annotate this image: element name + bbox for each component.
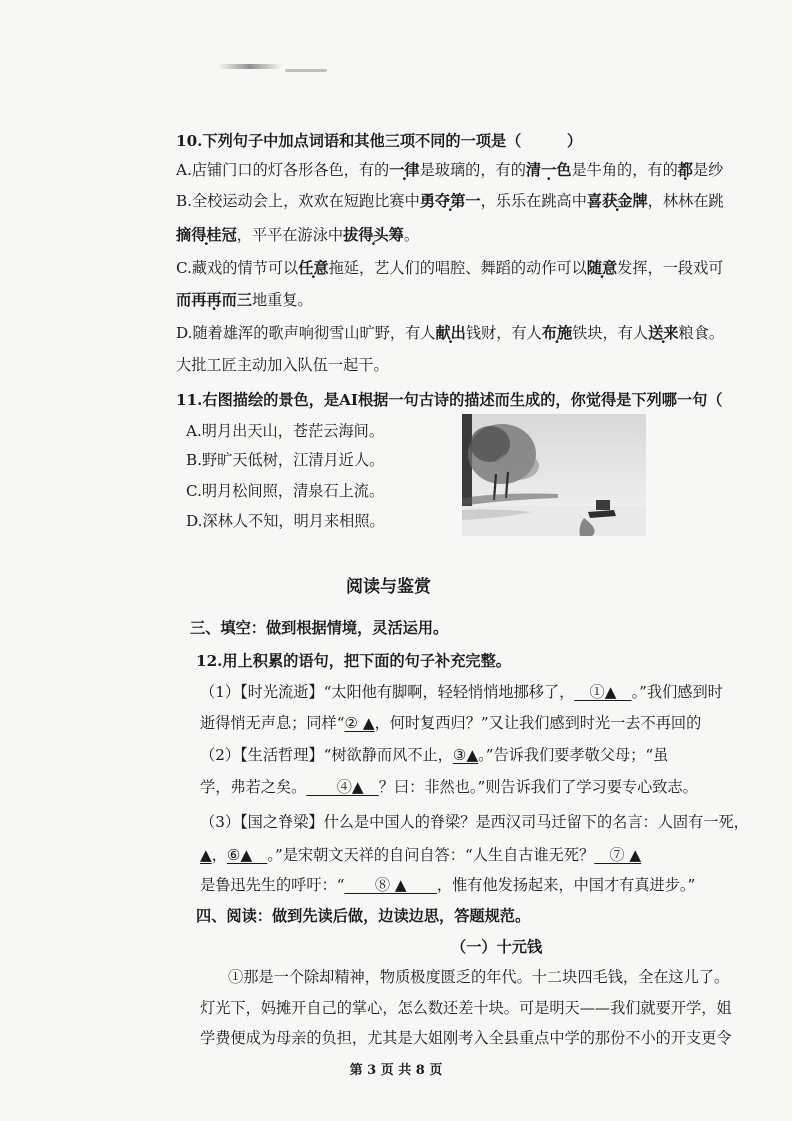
q10-option-c: C.藏戏的情节可以任意拖延，艺人们的唱腔、舞蹈的动作可以随意发挥，一段戏可 xyxy=(176,259,724,277)
q12-line-4: 学，弗若之矣。 ④▲ ？曰：非然也。”则告诉我们了学习要专心致志。 xyxy=(200,778,698,796)
dotted-term: 任意 xyxy=(298,259,329,277)
q10-stem: 10.下列句子中加点词语和其他三项不同的一项是（ ） xyxy=(176,132,583,150)
dotted-term: 拔得头筹 xyxy=(343,226,404,244)
passage-title: （一）十元钱 xyxy=(451,938,543,956)
ai-landscape-image xyxy=(462,414,646,536)
q12-line-2: 逝得悄无声息；同样“② ▲，何时复西归？”又让我们感到时光一去不再回的 xyxy=(200,714,702,732)
passage-line-2: 灯光下，妈摊开自己的掌心，怎么数还差十块。可是明天——我们就要开学，姐 xyxy=(200,999,732,1017)
q10-option-a: A.店铺门口的灯各形各色，有的一律是玻璃的，有的清一色是牛角的，有的都是纱 xyxy=(176,161,724,179)
answer-blank-3[interactable]: ③▲ xyxy=(452,746,479,764)
q11-option-b: B.野旷天低树，江清月近人。 xyxy=(186,451,385,469)
dotted-term: 一律 xyxy=(389,161,420,179)
q11-option-c: C.明月松间照，清泉石上流。 xyxy=(186,482,385,500)
q12-line-5: （3）【国之脊梁】什么是中国人的脊梁？是西汉司马迁留下的名言：人固有一死， xyxy=(200,813,749,831)
q12-line-3: （2）【生活哲理】“树欲静而风不止，③▲。”告诉我们要孝敬父母；“虽 xyxy=(200,746,669,764)
dotted-term: 喜获金牌 xyxy=(586,192,648,210)
q10-option-b-cont: 摘得桂冠，平平在游泳中拔得头筹。 xyxy=(176,226,419,244)
q10-option-d-cont: 大批工匠主动加入队伍一起干。 xyxy=(176,356,389,374)
dotted-term: 而再再而三 · xyxy=(176,291,252,309)
section-title: 阅读与鉴赏 xyxy=(346,577,431,597)
q11-option-d: D.深林人不知，明月来相照。 xyxy=(186,512,385,530)
passage-line-3: 学费便成为母亲的负担，尤其是大姐刚考入全县重点中学的那份不小的开支更令 xyxy=(200,1029,732,1047)
dotted-term: 勇夺第一 xyxy=(419,192,481,210)
q10-option-b: B.全校运动会上，欢欢在短跑比赛中勇夺第一，乐乐在跳高中喜获金牌，林林在跳 xyxy=(176,192,724,210)
q10-option-d: D.随着雄浑的歌声响彻雪山旷野，有人献出钱财，有人布施铁块，有人送来粮食。 xyxy=(176,324,725,342)
q11-option-a: A.明月出天山，苍茫云海间。 xyxy=(186,422,385,440)
answer-blank-4[interactable]: ④▲ xyxy=(306,778,379,796)
dotted-term: 布施 xyxy=(541,324,573,342)
part3-heading: 三、填空：做到根据情境，灵活运用。 xyxy=(190,619,449,637)
part4-heading: 四、阅读：做到先读后做，边读边思，答题规范。 xyxy=(196,907,531,925)
dotted-term: 献出 xyxy=(435,324,466,342)
answer-blank-7[interactable]: ⑦ ▲ xyxy=(594,846,642,864)
answer-blank-6[interactable]: ⑥▲ xyxy=(226,846,268,864)
q12-line-6: ▲，⑥▲ 。”是宋朝文天祥的自问自答：“人生自古谁无死？ ⑦ ▲ xyxy=(200,846,642,864)
dotted-term: 随意 xyxy=(586,259,618,277)
scan-smudge xyxy=(218,64,282,69)
dotted-term: 清一色 xyxy=(525,161,572,179)
q10-option-c-cont: 而再再而三 ·地重复。 xyxy=(176,289,313,311)
dotted-term: 都 xyxy=(677,161,693,179)
answer-blank-1[interactable]: ①▲ xyxy=(574,683,632,701)
page-number: 第 3 页 共 8 页 xyxy=(349,1063,443,1078)
answer-blank-2[interactable]: ② ▲ xyxy=(344,714,375,732)
answer-blank-8[interactable]: ⑧ ▲ xyxy=(344,876,437,894)
q12-line-7: 是鲁迅先生的呼吁：“ ⑧ ▲ ，惟有他发扬起来，中国才有真进步。” xyxy=(200,876,696,894)
q12-line-1: （1）【时光流逝】“太阳他有脚啊，轻轻悄悄地挪移了， ①▲ 。”我们感到时 xyxy=(200,683,723,701)
q11-stem: 11.右图描绘的景色，是AI根据一句古诗的描述而生成的，你觉得是下列哪一句（ xyxy=(176,391,723,409)
passage-line-1: ①那是一个除却精神，物质极度匮乏的年代。十二块四毛钱，全在这儿了。 xyxy=(228,968,730,986)
dotted-term: 摘得桂冠 xyxy=(176,226,237,244)
answer-blank-5[interactable]: ▲ xyxy=(200,846,212,864)
q12-stem: 12.用上积累的语句，把下面的句子补充完整。 xyxy=(196,652,511,670)
dotted-term: 送来 xyxy=(648,324,679,342)
scan-smudge-2 xyxy=(285,69,327,72)
